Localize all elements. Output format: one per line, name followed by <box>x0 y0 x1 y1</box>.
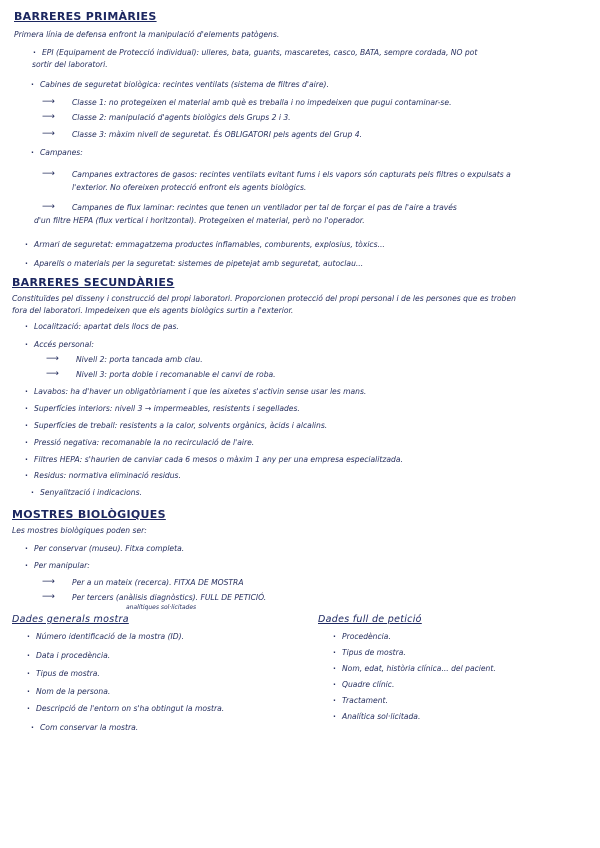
list-item: · Campanes: <box>40 148 83 158</box>
list-item: · Tractament. <box>342 696 388 706</box>
sub-item-arrow: ⟶ Campanes extractores de gasos: recintes ventilats evitant fums i els vapors són capturats pels filtres o expulsats a <box>72 170 511 180</box>
sub-item-arrow: ⟶ Classe 3: màxim nivell de seguretat. És OBLIGATORI pels agents del Grup 4. <box>72 130 362 140</box>
list-item: · Filtres HEPA: s'haurien de canviar cada 6 mesos o màxim 1 any per una empresa especialitzada. <box>34 455 403 465</box>
section-title-primary: BARRERES PRIMÀRIES <box>14 10 157 23</box>
sub-item-continuation: l'exterior. No ofereixen protecció enfront els agents biològics. <box>72 183 307 192</box>
section-intro-continuation: fora del laboratori. Impedeixen que els agents biològics surtin a l'exterior. <box>12 306 294 315</box>
list-item: · Nom de la persona. <box>36 687 110 697</box>
list-item: · Descripció de l'entorn on s'ha obtingut la mostra. <box>36 704 224 714</box>
section-title-samples: MOSTRES BIOLÒGIQUES <box>12 508 166 521</box>
list-item: · Tipus de mostra. <box>36 669 100 679</box>
list-item: · Quadre clínic. <box>342 680 394 690</box>
sub-item-arrow: ⟶ Campanes de flux laminar: recintes que tenen un ventilador per tal de forçar el pas de l'aire a través <box>72 203 457 213</box>
list-item: · Com conservar la mostra. <box>40 723 138 733</box>
list-item: · Senyalització i indicacions. <box>40 488 142 498</box>
handwritten-note: analítiques sol·licitades <box>126 604 197 611</box>
list-item: · Procedència. <box>342 632 391 642</box>
sub-item-continuation: d'un filtre HEPA (flux vertical i horitzontal). Protegeixen el material, però no l'operador. <box>34 216 365 225</box>
list-item: · Per manipular: <box>34 561 90 571</box>
list-item: · Analítica sol·licitada. <box>342 712 420 722</box>
list-item: · Cabines de seguretat biològica: recintes ventilats (sistema de filtres d'aire). <box>40 80 329 90</box>
column-title-left: Dades generals mostra <box>12 614 129 625</box>
section-intro: Constituïdes pel disseny i construcció del propi laboratori. Proporcionen protecció del propi personal i de les persones que es troben <box>12 294 516 303</box>
list-item: · Número identificació de la mostra (ID). <box>36 632 184 642</box>
column-title-right: Dades full de petició <box>318 614 422 625</box>
sub-item-arrow: ⟶ Classe 1: no protegeixen el material amb què es treballa i no impedeixen que pugui contaminar-se. <box>72 98 451 108</box>
list-item: · Nom, edat, història clínica... del pacient. <box>342 664 496 674</box>
list-item-continuation: sortir del laboratori. <box>32 60 108 69</box>
section-intro: Les mostres biològiques poden ser: <box>12 526 147 535</box>
list-item: · Pressió negativa: recomanable la no recirculació de l'aire. <box>34 438 254 448</box>
list-item: · Localització: apartat dels llocs de pas. <box>34 322 179 332</box>
list-item: · Tipus de mostra. <box>342 648 406 658</box>
list-item: · Aparells o materials per la seguretat: sistemes de pipetejat amb seguretat, autoclau... <box>34 259 363 269</box>
sub-item-arrow: ⟶ Nivell 3: porta doble i recomanable el canvi de roba. <box>76 370 276 380</box>
list-item: · Lavabos: ha d'haver un obligatòriament i que les aixetes s'activin sense usar les mans. <box>34 387 366 397</box>
list-item: · Superfícies interiors: nivell 3 → impermeables, resistents i segellades. <box>34 404 300 414</box>
section-intro: Primera línia de defensa enfront la manipulació d'elements patògens. <box>14 30 280 39</box>
list-item: · Superfícies de treball: resistents a la calor, solvents orgànics, àcids i alcalins. <box>34 421 327 431</box>
list-item: · Residus: normativa eliminació residus. <box>34 471 181 481</box>
sub-item-arrow: ⟶ Nivell 2: porta tancada amb clau. <box>76 355 203 365</box>
sub-item-arrow: ⟶ Classe 2: manipulació d'agents biològics dels Grups 2 i 3. <box>72 113 291 123</box>
sub-item-arrow: ⟶ Per tercers (anàlisis diagnòstics). FULL DE PETICIÓ. <box>72 593 266 603</box>
list-item: · Data i procedència. <box>36 651 110 661</box>
list-item: · Armari de seguretat: emmagatzema productes inflamables, comburents, explosius, tòxics... <box>34 240 385 250</box>
list-item: · Per conservar (museu). Fitxa completa. <box>34 544 184 554</box>
list-item: · Accés personal: <box>34 340 94 350</box>
sub-item-arrow: ⟶ Per a un mateix (recerca). FITXA DE MOSTRA <box>72 578 244 588</box>
list-item: · EPI (Equipament de Protecció individual): ulleres, bata, guants, mascaretes, casco, BATA, sempre cordada, NO pot <box>42 48 477 58</box>
section-title-secondary: BARRERES SECUNDÀRIES <box>12 276 175 289</box>
